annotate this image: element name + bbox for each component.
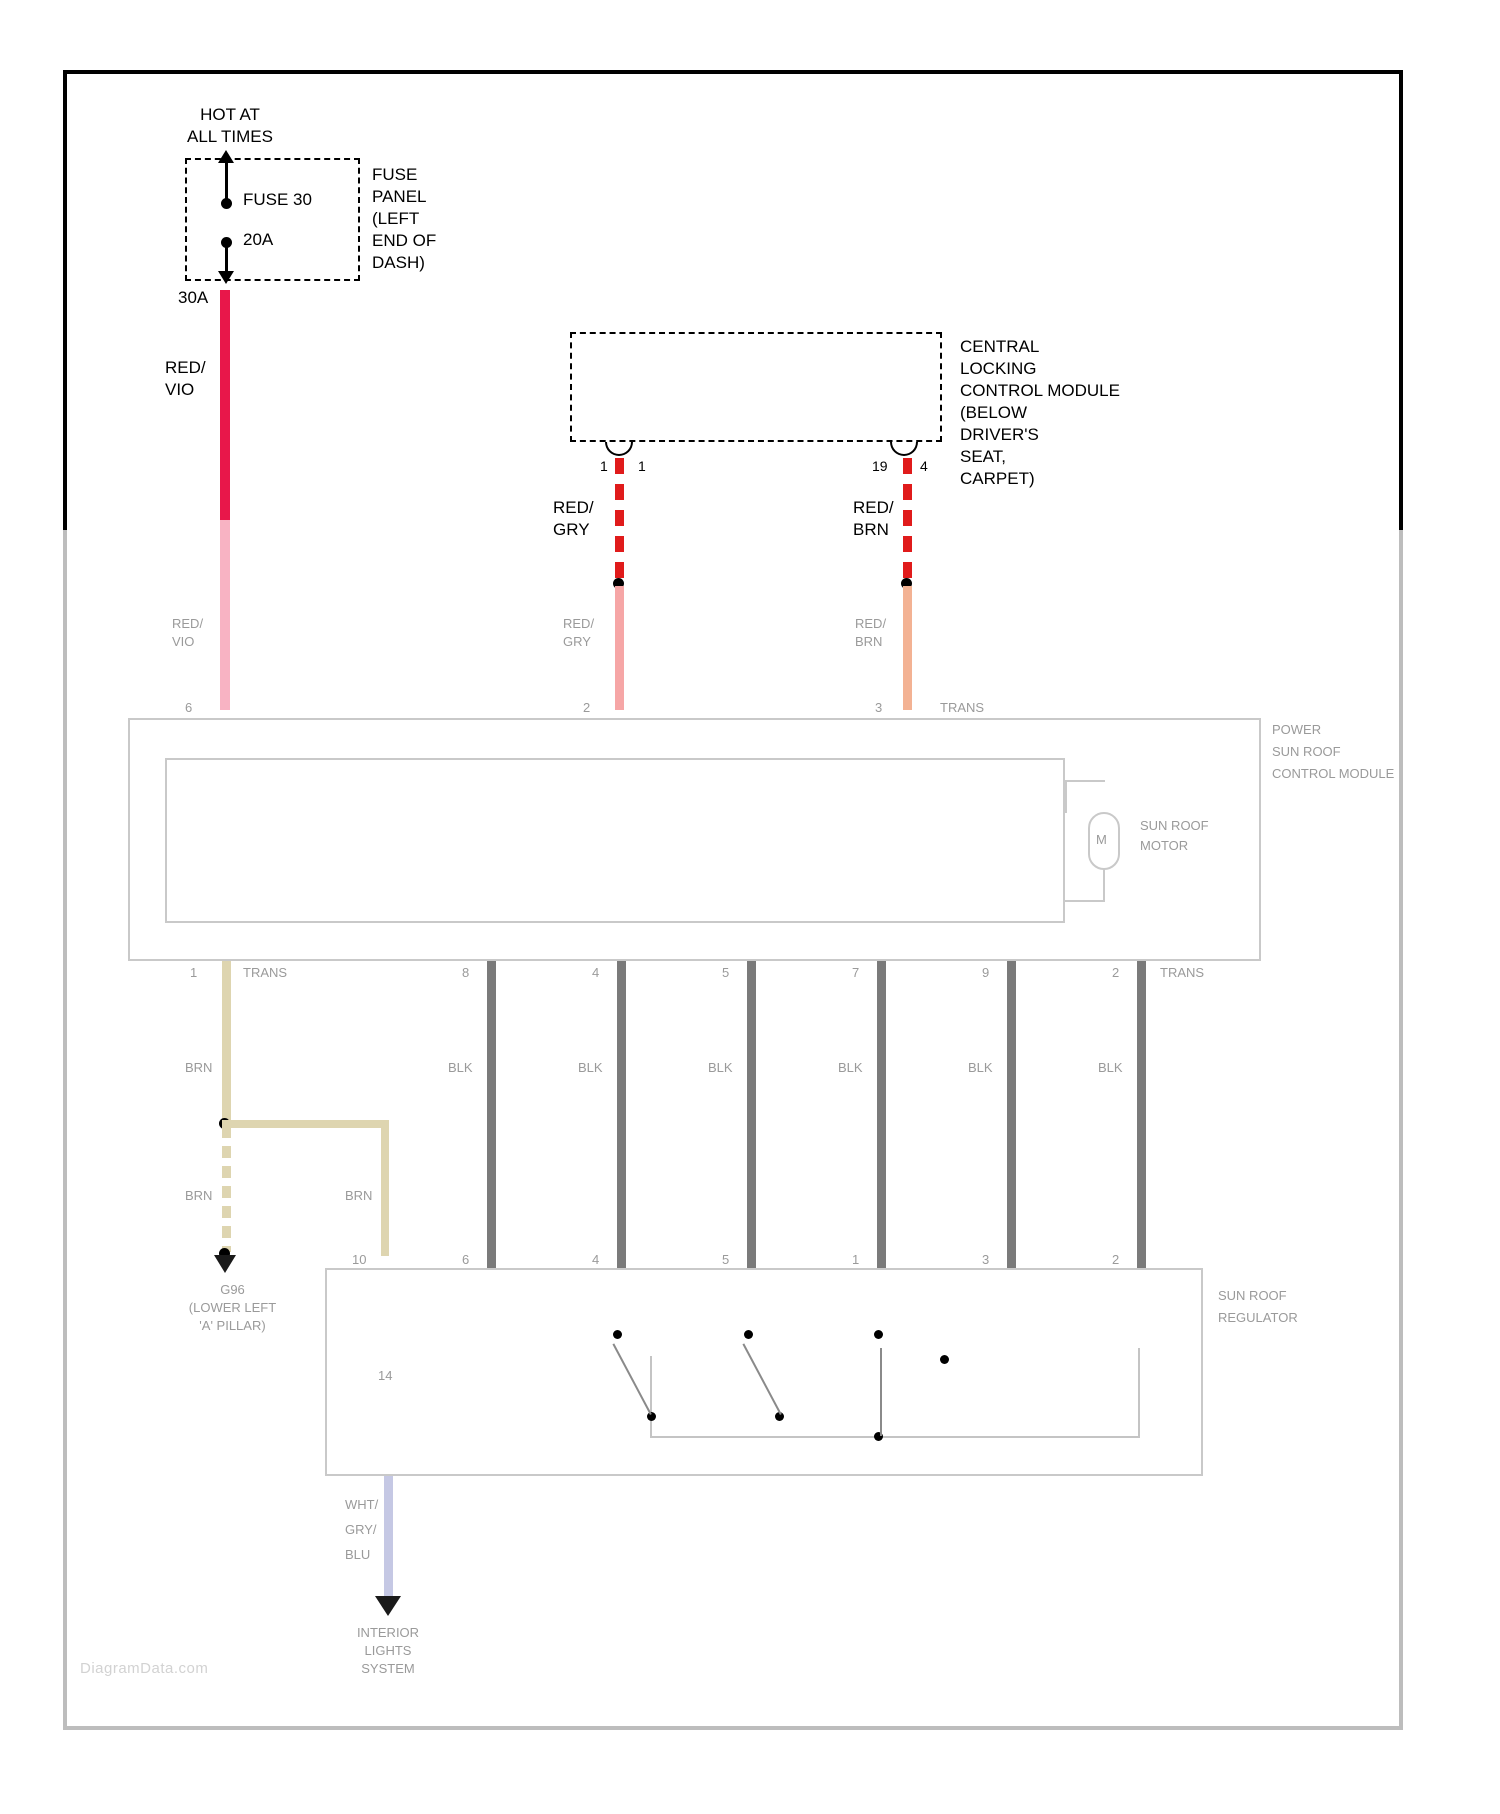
regulator-contact-3 xyxy=(874,1330,883,1339)
motor-symbol-letter: M xyxy=(1096,832,1107,847)
regulator-pin-1: 1 xyxy=(852,1252,860,1267)
regulator-pin-5: 5 xyxy=(722,1252,730,1267)
control-module-label-line1: POWER xyxy=(1272,722,1322,737)
central-locking-label-line2: LOCKING xyxy=(960,359,1037,378)
control-module-pin-2: 2 xyxy=(583,700,591,715)
wht-gry-blu-label-line2: GRY/ xyxy=(345,1522,377,1537)
wire-brn-branch-horizontal xyxy=(222,1120,389,1128)
red-brn-label-line2: BRN xyxy=(853,520,889,539)
motor-lead-bottom-h xyxy=(1065,900,1105,902)
fuse-panel-dashed-box xyxy=(185,158,360,281)
red-vio-label-line2: VIO xyxy=(165,380,195,399)
fuse-node-top xyxy=(221,198,232,209)
red-gry-faded-label-line2: GRY xyxy=(563,634,591,649)
ground-label-line1: G96 xyxy=(220,1282,245,1297)
central-locking-label-line7: CARPET) xyxy=(960,469,1035,488)
bottom-pin-4: 4 xyxy=(592,965,600,980)
interior-lights-arrow-down xyxy=(375,1596,401,1616)
bottom-pin-2: 2 xyxy=(1112,965,1120,980)
blk-label-pin9: BLK xyxy=(968,1060,993,1075)
brn-label-lower: BRN xyxy=(185,1188,213,1203)
fuse-panel-label-line3: (LEFT xyxy=(372,209,420,228)
brn-label-upper: BRN xyxy=(185,1060,213,1075)
regulator-contact-2 xyxy=(744,1330,753,1339)
fuse-panel-label-line5: DASH) xyxy=(372,253,425,272)
sun-roof-regulator-label-line1: SUN ROOF xyxy=(1218,1288,1287,1303)
sun-roof-regulator-inner-box xyxy=(325,1268,547,1476)
regulator-pin-10: 10 xyxy=(352,1252,367,1267)
wire-red-vio-bright xyxy=(220,290,230,520)
fuse-feed-arrow-up xyxy=(218,150,234,163)
regulator-pin-3: 3 xyxy=(982,1252,990,1267)
brn-label-branch: BRN xyxy=(345,1188,373,1203)
bottom-pin-5: 5 xyxy=(722,965,730,980)
interior-lights-label-line1: INTERIOR xyxy=(356,1625,420,1640)
regulator-internal-bus-bottom xyxy=(650,1436,1140,1438)
power-sun-roof-control-module-inner-box xyxy=(165,758,1065,923)
regulator-switch-symbol-label: 14 xyxy=(378,1368,393,1383)
watermark-text: DiagramData.com xyxy=(80,1660,209,1677)
sun-roof-motor-label-line1: SUN ROOF xyxy=(1140,818,1209,833)
wire-red-gry-faded xyxy=(615,586,624,710)
blk-label-pin4: BLK xyxy=(578,1060,603,1075)
fuse-panel-label-line1: FUSE xyxy=(372,165,418,184)
motor-lead-top xyxy=(1065,780,1067,813)
wire-red-brn-faded xyxy=(903,586,912,710)
red-gry-label-line1: RED/ xyxy=(553,498,594,517)
bottom-pin-9: 9 xyxy=(982,965,990,980)
regulator-contact-7 xyxy=(940,1355,949,1364)
red-vio-faded-label-line2: VIO xyxy=(172,634,195,649)
red-gry-label-line2: GRY xyxy=(553,520,590,539)
regulator-pin-6: 6 xyxy=(462,1252,470,1267)
fuse-30-label: FUSE 30 xyxy=(243,190,312,209)
central-locking-dashed-box xyxy=(570,332,942,442)
central-locking-pin-1a: 1 xyxy=(600,458,608,474)
blk-label-pin7: BLK xyxy=(838,1060,863,1075)
red-brn-faded-label-line1: RED/ xyxy=(855,616,887,631)
central-locking-label-line4: (BELOW xyxy=(960,403,1028,422)
central-locking-label-line1: CENTRAL xyxy=(960,337,1040,356)
ground-symbol-g96 xyxy=(214,1255,236,1273)
red-gry-faded-label-line1: RED/ xyxy=(563,616,595,631)
fuse-rating-20a-label: 20A xyxy=(243,230,274,249)
central-locking-label-line3: CONTROL MODULE xyxy=(960,381,1120,400)
red-vio-label-line1: RED/ xyxy=(165,358,206,377)
sun-roof-motor-label-line2: MOTOR xyxy=(1140,838,1189,853)
regulator-internal-bus-right xyxy=(1138,1348,1140,1438)
wire-red-brn-dashed xyxy=(903,458,912,578)
red-brn-label-line1: RED/ xyxy=(853,498,894,517)
diagram-outer-frame-bottom xyxy=(63,530,1403,1730)
control-module-trans-label-right-top: TRANS xyxy=(940,700,985,715)
regulator-pin-2: 2 xyxy=(1112,1252,1120,1267)
ground-label-line3: 'A' PILLAR) xyxy=(199,1318,266,1333)
interior-lights-label-line2: LIGHTS xyxy=(364,1643,412,1658)
fuse-node-bottom xyxy=(221,237,232,248)
red-vio-faded-label-line1: RED/ xyxy=(172,616,204,631)
blk-label-pin2: BLK xyxy=(1098,1060,1123,1075)
sun-roof-regulator-label-line2: REGULATOR xyxy=(1218,1310,1298,1325)
hot-at-all-times-label-line2: ALL TIMES xyxy=(187,127,273,146)
central-locking-label-line5: DRIVER'S xyxy=(960,425,1039,444)
regulator-contact-1 xyxy=(613,1330,622,1339)
red-brn-faded-label-line2: BRN xyxy=(855,634,883,649)
control-module-label-line2: SUN ROOF xyxy=(1272,744,1341,759)
blk-label-pin5: BLK xyxy=(708,1060,733,1075)
control-module-pin-3: 3 xyxy=(875,700,883,715)
interior-lights-label-line3: SYSTEM xyxy=(361,1661,415,1676)
ground-label-line2: (LOWER LEFT xyxy=(188,1300,277,1315)
wire-red-gry-dashed xyxy=(615,458,624,578)
wht-gry-blu-label-line1: WHT/ xyxy=(345,1497,379,1512)
wire-red-vio-faded xyxy=(220,520,230,710)
wire-blk-pin8 xyxy=(487,961,496,1271)
central-locking-pin-4: 4 xyxy=(920,458,928,474)
wire-blk-pin5 xyxy=(747,961,756,1271)
bottom-pin-2-trans-label: TRANS xyxy=(1160,965,1205,980)
wire-blk-pin7 xyxy=(877,961,886,1271)
bottom-pin-7: 7 xyxy=(852,965,860,980)
wire-brn-dashed-to-ground xyxy=(222,1126,231,1252)
bottom-pin-1-trans-label: TRANS xyxy=(243,965,288,980)
fuse-panel-label-line2: PANEL xyxy=(372,187,427,206)
control-module-label-line3: CONTROL MODULE xyxy=(1272,766,1395,781)
regulator-pin-4: 4 xyxy=(592,1252,600,1267)
wire-blk-pin2 xyxy=(1137,961,1146,1271)
wht-gry-blu-label-line3: BLU xyxy=(345,1547,371,1562)
motor-lead-bottom xyxy=(1103,868,1105,901)
central-locking-pin-19: 19 xyxy=(872,458,888,474)
wire-blk-pin4 xyxy=(617,961,626,1271)
fuse-panel-label-line4: END OF xyxy=(372,231,437,250)
wire-blk-pin9 xyxy=(1007,961,1016,1271)
central-locking-pin-1b: 1 xyxy=(638,458,646,474)
bottom-pin-8: 8 xyxy=(462,965,470,980)
control-module-pin-6: 6 xyxy=(185,700,193,715)
wire-wht-gry-blu xyxy=(384,1476,393,1604)
blk-label-pin8: BLK xyxy=(448,1060,473,1075)
motor-lead-top-h xyxy=(1065,780,1105,782)
fuse-rating-30a-label: 30A xyxy=(178,288,209,307)
central-locking-label-line6: SEAT, xyxy=(960,447,1006,466)
wire-brn-segment-upper xyxy=(222,961,231,1124)
regulator-switch-arm-3 xyxy=(880,1348,882,1436)
wire-brn-branch-vertical xyxy=(381,1120,389,1256)
fuse-feed-arrow-down xyxy=(218,271,234,284)
bottom-pin-1: 1 xyxy=(190,965,198,980)
hot-at-all-times-label-line1: HOT AT xyxy=(200,105,260,124)
